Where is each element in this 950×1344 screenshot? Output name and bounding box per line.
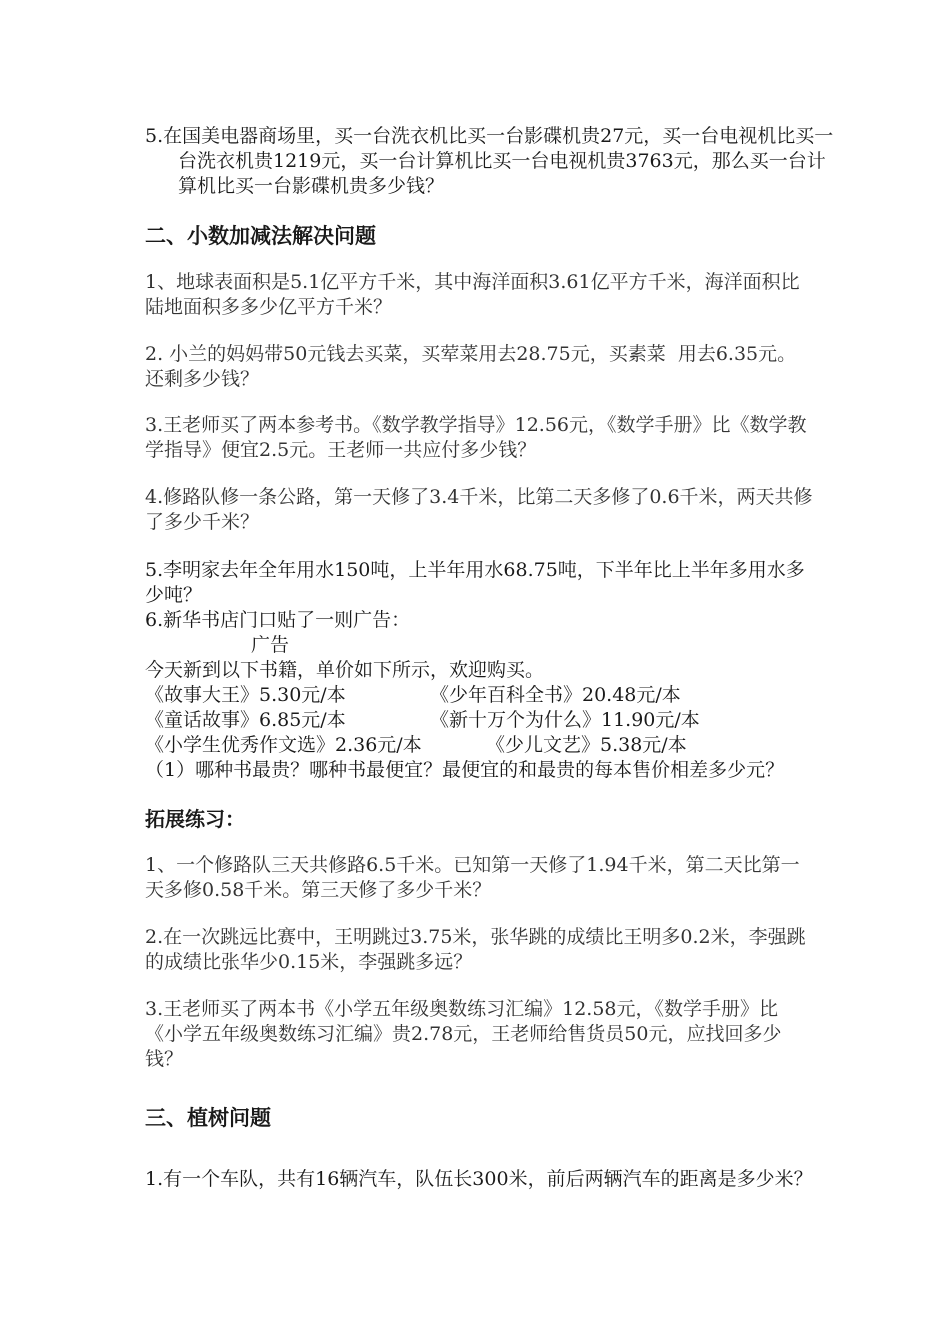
ad-book-2: 《少年百科全书》20.48元/本 xyxy=(430,684,681,706)
question-5-appliances: 5.在国美电器商场里，买一台洗衣机比买一台影碟机贵27元，买一台电视机比买一台洗衣机贵1219元，买一台计算机比买一台电视机贵3763元，那么买一台计算机比买一台影碟机贵多少钱？ xyxy=(145,125,834,197)
section-3-question-1: 1.有一个车队，共有16辆汽车，队伍长300米，前后两辆汽车的距离是多少米？ xyxy=(145,1168,813,1190)
ad-book-1: 《故事大王》5.30元/本 xyxy=(145,684,346,706)
extension-practice-title: 拓展练习： xyxy=(145,807,245,831)
ad-book-4: 《新十万个为什么》11.90元/本 xyxy=(430,709,700,731)
ad-intro: 今天新到以下书籍，单价如下所示，欢迎购买。 xyxy=(145,659,545,681)
section-2-question-2: 2. 小兰的妈妈带50元钱去买菜，买荤菜用去28.75元，买素菜 用去6.35元。还剩多少钱？ xyxy=(145,343,797,390)
ad-book-3: 《童话故事》6.85元/本 xyxy=(145,709,346,731)
section-3-title: 三、植树问题 xyxy=(145,1106,271,1130)
extension-question-3: 3.王老师买了两本书《小学五年级奥数练习汇编》12.58元，《数学手册》比《小学五年级奥数练习汇编》贵2.78元，王老师给售货员50元，应找回多少钱？ xyxy=(145,998,782,1070)
ad-title: 广告 xyxy=(251,634,290,656)
ad-question-1: （1）哪种书最贵？哪种书最便宜？最便宜的和最贵的每本售价相差多少元？ xyxy=(145,759,785,781)
ad-book-6: 《少儿文艺》5.38元/本 xyxy=(486,734,687,756)
extension-question-2: 2.在一次跳远比赛中，王明跳过3.75米，张华跳的成绩比王明多0.2米，李强跳的成绩比张华少0.15米，李强跳多远？ xyxy=(145,926,806,973)
section-2-question-5: 5.李明家去年全年用水150吨，上半年用水68.75吨，下半年比上半年多用水多少吨？ xyxy=(145,559,805,606)
ad-book-5: 《小学生优秀作文选》2.36元/本 xyxy=(145,734,422,756)
section-2-question-4: 4.修路队修一条公路，第一天修了3.4千米，比第二天多修了0.6千米，两天共修了多少千米？ xyxy=(145,486,813,533)
section-2-question-3: 3.王老师买了两本参考书。《数学教学指导》12.56元，《数学手册》比《数学教学指导》便宜2.5元。王老师一共应付多少钱？ xyxy=(145,414,807,461)
section-2-title: 二、小数加减法解决问题 xyxy=(145,224,376,248)
section-2-question-1: 1、地球表面积是5.1亿平方千米，其中海洋面积3.61亿平方千米，海洋面积比陆地面积多多少亿平方千米？ xyxy=(145,271,800,318)
section-2-question-6: 6.新华书店门口贴了一则广告： xyxy=(145,609,411,631)
extension-question-1: 1、一个修路队三天共修路6.5千米。已知第一天修了1.94千米，第二天比第一天多修0.58千米。第三天修了多少千米？ xyxy=(145,854,800,901)
